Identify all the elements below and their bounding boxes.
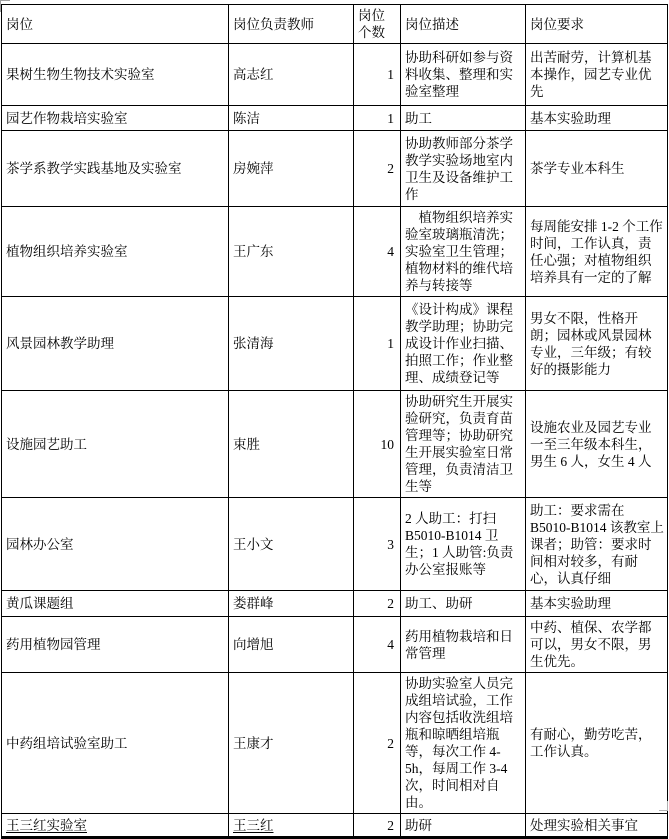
description-cell: 协助科研如参与资料收集、整理和实验室整理 — [401, 44, 526, 106]
requirement-cell: 基本实验助理 — [526, 106, 668, 131]
requirement-cell: 有耐心，勤劳吃苦，工作认真。 — [526, 673, 668, 814]
position-cell: 王三红实验室 — [2, 814, 229, 838]
description-cell: 助工、助研 — [401, 591, 526, 617]
teacher-cell: 王康才 — [229, 673, 354, 814]
table-row — [2, 44, 668, 106]
description-cell: 协助实验室人员完成组培试验，工作内容包括收洗组培瓶和晾晒组培瓶等，每次工作 4-5h，每周工作 3-4 次，时间相对自由。 — [401, 673, 526, 814]
count-cell: 4 — [354, 207, 401, 297]
requirement-cell: 助工：要求需在 B5010-B1014 该教室上课者；助管：要求时间相对较多，有耐心，认真仔细 — [526, 498, 668, 591]
table-row — [2, 591, 668, 617]
table-row — [2, 814, 668, 838]
position-cell: 园艺作物栽培实验室 — [2, 106, 229, 131]
teacher-cell: 王三红 — [229, 814, 354, 838]
position-cell: 植物组织培养实验室 — [2, 207, 229, 297]
requirement-cell: 每周能安排 1-2 个工作时间，工作认真，责任心强；对植物组织培养具有一定的了解 — [526, 207, 668, 297]
teacher-cell: 娄群峰 — [229, 591, 354, 617]
description-cell: 协助研究生开展实验研究，负责育苗管理等；协助研究生开展实验室日常管理，负责清洁卫生等 — [401, 391, 526, 498]
count-cell: 3 — [354, 498, 401, 591]
position-cell: 茶学系教学实践基地及实验室 — [2, 131, 229, 207]
table-row — [2, 391, 668, 498]
position-cell: 黄瓜课题组 — [2, 591, 229, 617]
teacher-cell: 陈洁 — [229, 106, 354, 131]
position-cell: 果树生物生物技术实验室 — [2, 44, 229, 106]
header-count: 岗位个数 — [354, 5, 401, 44]
header-position: 岗位 — [2, 5, 229, 44]
count-cell: 1 — [354, 106, 401, 131]
teacher-cell: 房婉萍 — [229, 131, 354, 207]
count-cell: 2 — [354, 673, 401, 814]
position-cell: 中药组培试验室助工 — [2, 673, 229, 814]
requirement-cell: 茶学专业本科生 — [526, 131, 668, 207]
description-cell: 2 人助工：打扫 B5010-B1014 卫生；1 人助管:负责办公室报账等 — [401, 498, 526, 591]
position-cell: 风景园林教学助理 — [2, 297, 229, 391]
count-cell: 10 — [354, 391, 401, 498]
count-cell: 1 — [354, 297, 401, 391]
header-requirement: 岗位要求 — [526, 5, 668, 44]
count-cell: 4 — [354, 617, 401, 673]
description-cell: 助研 — [401, 814, 526, 838]
requirement-cell: 男女不限，性格开朗；园林或风景园林专业，三年级；有较好的摄影能力 — [526, 297, 668, 391]
count-cell: 2 — [354, 814, 401, 838]
header-row — [2, 5, 668, 44]
recruitment-table — [1, 4, 668, 839]
description-cell: 协助教师部分茶学教学实验场地室内卫生及设备维护工作 — [401, 131, 526, 207]
header-teacher: 岗位负责教师 — [229, 5, 354, 44]
teacher-cell: 王小文 — [229, 498, 354, 591]
teacher-cell: 向增旭 — [229, 617, 354, 673]
description-cell: 《设计构成》课程教学助理；协助完成设计作业扫描、拍照工作；作业整理、成绩登记等 — [401, 297, 526, 391]
table-row — [2, 207, 668, 297]
count-cell: 2 — [354, 131, 401, 207]
requirement-cell: 出苦耐劳，计算机基本操作，园艺专业优先 — [526, 44, 668, 106]
table-resize-handle-artifact — [659, 801, 668, 811]
header-description: 岗位描述 — [401, 5, 526, 44]
teacher-cell: 束胜 — [229, 391, 354, 498]
requirement-cell: 中药、植保、农学都可以，男女不限，男生优先。 — [526, 617, 668, 673]
description-cell: 助工 — [401, 106, 526, 131]
requirement-cell: 处理实验相关事宜 — [526, 814, 668, 838]
table-row — [2, 131, 668, 207]
count-cell: 1 — [354, 44, 401, 106]
requirement-cell: 基本实验助理 — [526, 591, 668, 617]
teacher-cell: 高志红 — [229, 44, 354, 106]
position-cell: 园林办公室 — [2, 498, 229, 591]
table-row — [2, 617, 668, 673]
position-cell: 设施园艺助工 — [2, 391, 229, 498]
table-row — [2, 498, 668, 591]
table-row — [2, 297, 668, 391]
table-row — [2, 106, 668, 131]
requirement-cell: 设施农业及园艺专业一至三年级本科生，男生 6 人，女生 4 人 — [526, 391, 668, 498]
teacher-cell: 王广东 — [229, 207, 354, 297]
count-cell: 2 — [354, 591, 401, 617]
description-cell: 药用植物栽培和日常管理 — [401, 617, 526, 673]
description-cell: 植物组织培养实验室玻璃瓶清洗；实验室卫生管理；植物材料的维代培养与转接等 — [401, 207, 526, 297]
position-cell: 药用植物园管理 — [2, 617, 229, 673]
teacher-cell: 张清海 — [229, 297, 354, 391]
table-row — [2, 673, 668, 814]
